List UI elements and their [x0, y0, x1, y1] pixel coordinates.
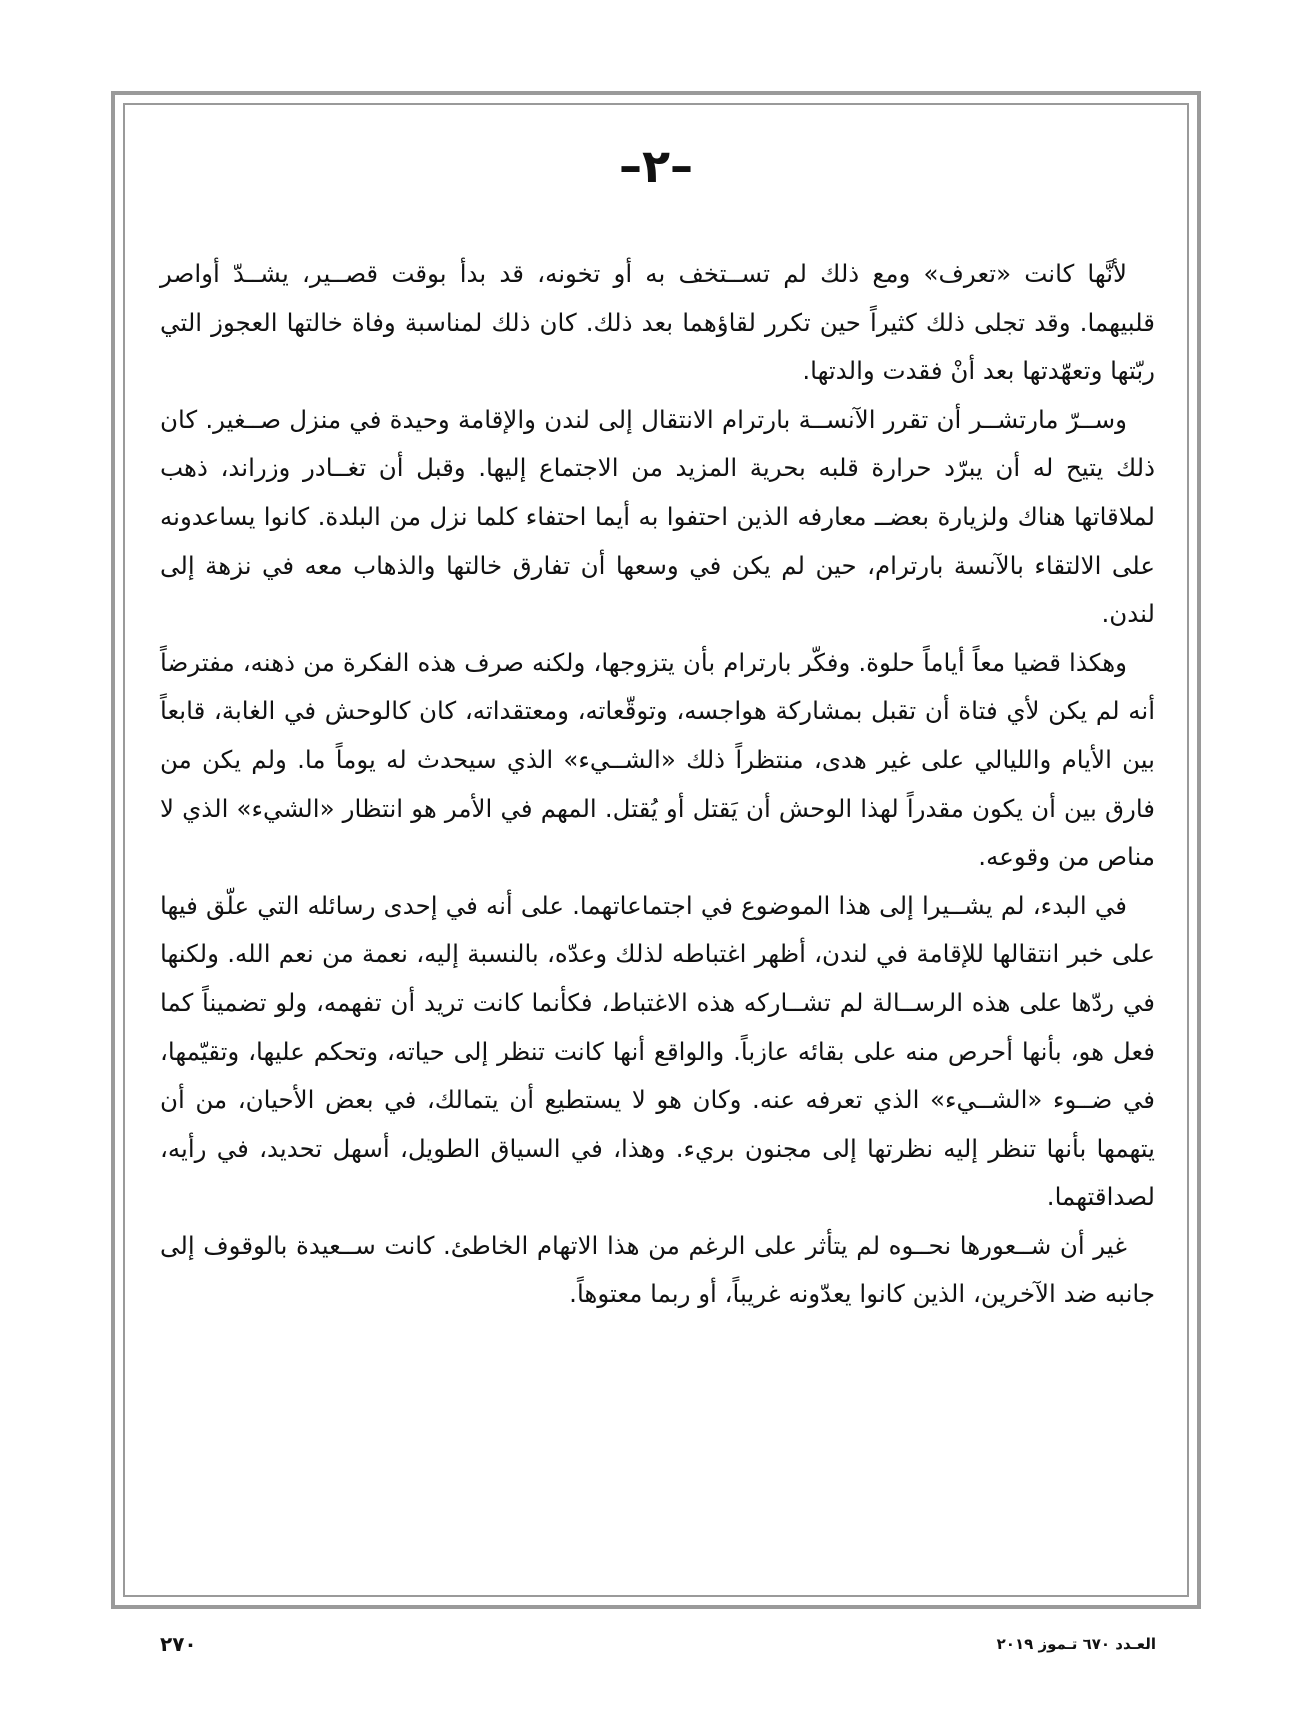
paragraph-5: غير أن شــعورها نحــوه لم يتأثر على الرغم من هذا الاتهام الخاطئ. كانت ســعيدة بالوقوف إلى جانبه ضد الآخرين، الذين كانوا يعدّونه غريباً، أو ربما معتوهاً. [160, 1230, 1155, 1309]
page-number: ٢٧٠ [160, 1632, 197, 1656]
paragraph-2: وســرّ مارتشــر أن تقرر الآنســة بارترام الانتقال إلى لندن والإقامة وحيدة في منزل صــغير. كان ذلك يتيح له أن يبرّد حرارة قلبه بحرية المزيد من الاجتماع إليها. وقبل أن تغــادر وزراند، ذهب لملاقاتها هناك ولزيارة بعضــ معارفه الذين احتفوا به أيما احتفاء كلما نزل من البلدة. كانوا يساعدونه على الالتقاء بالآنسة بارترام، حين لم يكن في وسعها أن تفارق خالتها والذهاب معه في نزهة إلى لندن. [160, 404, 1155, 629]
issue-info: العـدد ٦٧٠ تـموز ٢٠١٩ [996, 1635, 1156, 1653]
paragraph-1: لأنَّها كانت «تعرف» ومع ذلك لم تســتخف به أو تخونه، قد بدأ بوقت قصــير، يشــدّ أواصر قلبيهما. وقد تجلى ذلك كثيراً حين تكرر لقاؤهما بعد ذلك. كان ذلك لمناسبة وفاة خالتها العجوز التي ربّتها وتعهّدتها بعد أنْ فقدت والدتها. [160, 259, 1155, 386]
paragraph-4: في البدء، لم يشــيرا إلى هذا الموضوع في اجتماعاتهما. على أنه في إحدى رسائله التي علّق فيها على خبر انتقالها للإقامة في لندن، أظهر اغتباطه لذلك وعدّه، بالنسبة إليه، نعمة من نعم الله. ولكنها في ردّها على هذه الرســالة لم تشــاركه هذه الاغتباط، فكأنما كانت تريد أن تفهمه، ولو تضميناً كما فعل هو، بأنها أحرص منه على بقائه عازباً. والواقع أنها كانت تنظر إلى حياته، وتحكم عليها، وتقيّمها، في ضــوء «الشــيء» الذي تعرفه عنه. وكان هو لا يستطيع أن يتمالك، في بعض الأحيان، من أن يتهمها بأنها تنظر إليه نظرتها إلى مجنون بريء. وهذا، في السياق الطويل، أسهل تحديد، في رأيه، لصداقتهما. [160, 890, 1155, 1212]
paragraph-3: وهكذا قضيا معاً أياماً حلوة. وفكّر بارترام بأن يتزوجها، ولكنه صرف هذه الفكرة من ذهنه، مفترضاً أنه لم يكن لأي فتاة أن تقبل بمشاركة هواجسه، وتوقّعاته، ومعتقداته، كان كالوحش في الغابة، قابعاً بين الأيام والليالي على غير هدى، منتظراً ذلك «الشــيء» الذي سيحدث له يوماً ما. ولم يكن من فارق بين أن يكون مقدراً لهذا الوحش أن يَقتل أو يُقتل. المهم في الأمر هو انتظار «الشيء» الذي لا مناص من وقوعه. [160, 647, 1155, 872]
article-body [160, 250, 1155, 1319]
chapter-heading: –٢– [618, 139, 694, 193]
